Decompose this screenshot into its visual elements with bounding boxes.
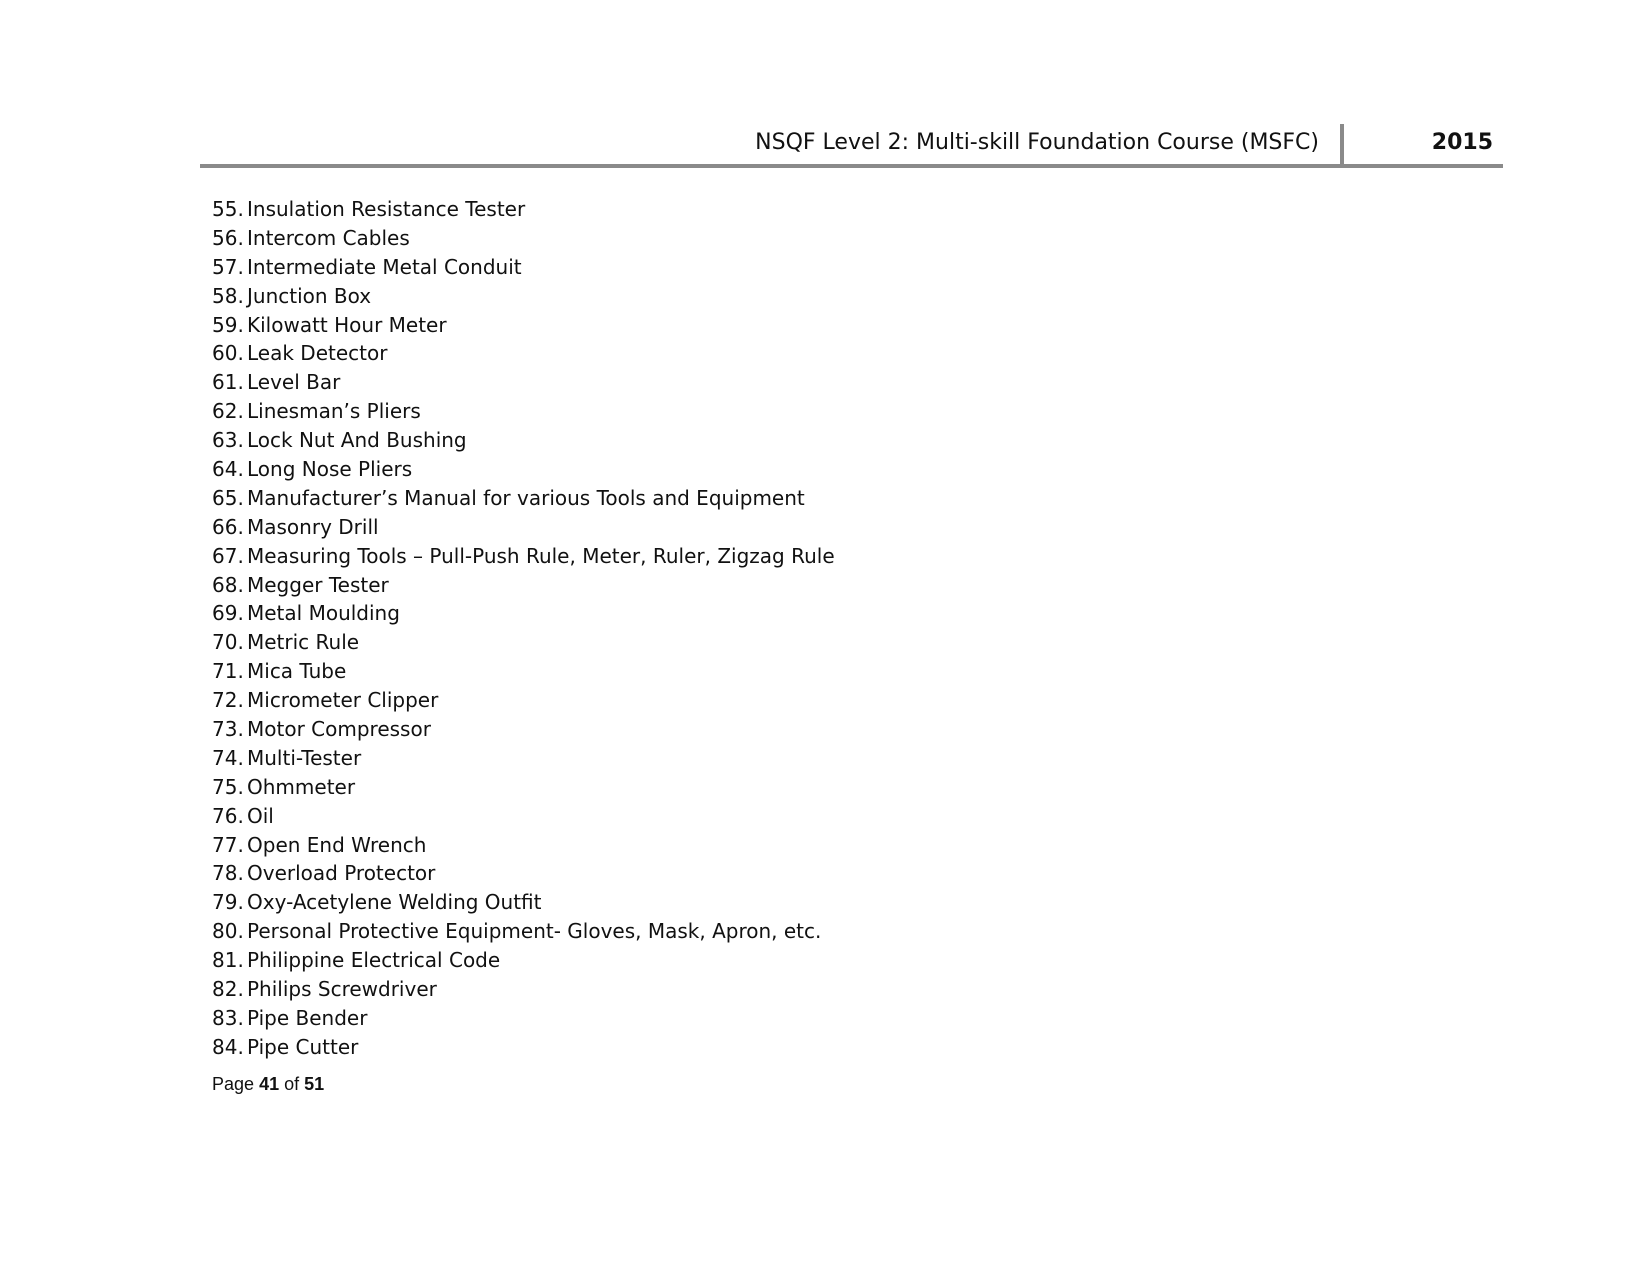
of-label: of <box>284 1074 300 1094</box>
document-title: NSQF Level 2: Multi-skill Foundation Course (MSFC) <box>755 130 1319 155</box>
document-year: 2015 <box>1431 130 1493 155</box>
list-item <box>212 686 835 715</box>
list-item-number: 77. <box>212 832 244 857</box>
list-item-number: 81. <box>212 948 244 973</box>
list-item-text: Personal Protective Equipment- Gloves, Mask, Apron, etc. <box>247 919 822 944</box>
total-page-count: 51 <box>304 1074 325 1094</box>
list-item-number: 55. <box>212 197 244 221</box>
list-item-number: 76. <box>212 803 244 828</box>
list-item-number: 79. <box>212 890 244 915</box>
list-item <box>212 628 835 657</box>
list-item-number: 57. <box>212 254 244 279</box>
list-item <box>212 802 835 831</box>
list-item <box>212 253 835 282</box>
list-item-text: Metric Rule <box>247 630 360 655</box>
list-item-number: 72. <box>212 688 244 713</box>
list-item-text: Junction Box <box>247 283 372 308</box>
list-item-text: Intercom Cables <box>247 225 410 250</box>
header-divider <box>1340 124 1344 168</box>
list-item-text: Micrometer Clipper <box>247 688 439 713</box>
list-item-text: Level Bar <box>247 370 341 395</box>
list-item <box>212 368 835 397</box>
list-item-number: 80. <box>212 919 244 944</box>
list-item-number: 75. <box>212 774 244 799</box>
list-item <box>212 859 835 888</box>
list-item-text: Philippine Electrical Code <box>247 948 501 973</box>
list-item-text: Insulation Resistance Tester <box>247 197 526 221</box>
list-item-number: 66. <box>212 514 244 539</box>
list-item-number: 65. <box>212 485 244 510</box>
list-item-number: 84. <box>212 1034 244 1059</box>
list-item <box>212 484 835 513</box>
list-item-text: Oil <box>247 803 274 828</box>
list-item <box>212 599 835 628</box>
list-item-text: Open End Wrench <box>247 832 427 857</box>
list-item-number: 82. <box>212 977 244 1002</box>
header-rule <box>200 164 1503 168</box>
list-item <box>212 946 835 975</box>
current-page-number: 41 <box>259 1074 280 1094</box>
list-item <box>212 513 835 542</box>
page-footer <box>212 1072 324 1096</box>
list-item-text: Mica Tube <box>247 659 347 684</box>
list-item-number: 62. <box>212 399 244 424</box>
list-item-text: Ohmmeter <box>247 774 356 799</box>
list-item-text: Measuring Tools – Pull-Push Rule, Meter, Ruler, Zigzag Rule <box>247 543 835 568</box>
list-item-text: Masonry Drill <box>247 514 379 539</box>
list-item-text: Metal Moulding <box>247 601 400 626</box>
list-item <box>212 224 835 253</box>
list-item-number: 59. <box>212 312 244 337</box>
list-item-text: Pipe Bender <box>247 1005 368 1030</box>
list-item-text: Lock Nut And Bushing <box>247 428 467 453</box>
list-item <box>212 744 835 773</box>
list-item <box>212 571 835 600</box>
list-item-number: 71. <box>212 659 244 684</box>
list-item <box>212 542 835 571</box>
list-item-text: Philips Screwdriver <box>247 977 437 1002</box>
list-item <box>212 1004 835 1033</box>
list-item <box>212 715 835 744</box>
list-item-text: Overload Protector <box>247 861 436 886</box>
list-item-number: 69. <box>212 601 244 626</box>
list-item <box>212 311 835 340</box>
page-label: Page <box>212 1074 255 1094</box>
list-item-number: 56. <box>212 225 244 250</box>
list-item <box>212 195 835 224</box>
list-item <box>212 773 835 802</box>
list-item <box>212 917 835 946</box>
list-item-text: Leak Detector <box>247 341 388 366</box>
list-item <box>212 657 835 686</box>
list-item <box>212 888 835 917</box>
list-item-number: 63. <box>212 428 244 453</box>
list-item-number: 58. <box>212 283 244 308</box>
list-item-text: Motor Compressor <box>247 717 431 742</box>
list-item-number: 78. <box>212 861 244 886</box>
list-item <box>212 426 835 455</box>
list-item-number: 70. <box>212 630 244 655</box>
list-item-number: 61. <box>212 370 244 395</box>
list-item <box>212 282 835 311</box>
list-item <box>212 455 835 484</box>
list-item-text: Megger Tester <box>247 572 389 597</box>
list-item <box>212 975 835 1004</box>
list-item-text: Pipe Cutter <box>247 1034 359 1059</box>
list-item-text: Linesman’s Pliers <box>247 399 421 424</box>
list-item <box>212 397 835 426</box>
list-item-number: 74. <box>212 745 244 770</box>
list-item <box>212 831 835 860</box>
list-item <box>212 1033 835 1062</box>
list-item-text: Multi-Tester <box>247 745 362 770</box>
list-item <box>212 339 835 368</box>
list-item-text: Manufacturer’s Manual for various Tools and Equipment <box>247 485 805 510</box>
list-item-number: 83. <box>212 1005 244 1030</box>
list-item-number: 68. <box>212 572 244 597</box>
list-item-text: Oxy-Acetylene Welding Outfit <box>247 890 542 915</box>
list-item-number: 67. <box>212 543 244 568</box>
list-item-text: Long Nose Pliers <box>247 457 413 482</box>
page-header <box>200 124 1503 168</box>
list-item-number: 73. <box>212 717 244 742</box>
list-item-text: Intermediate Metal Conduit <box>247 254 522 279</box>
list-item-number: 60. <box>212 341 244 366</box>
list-item-text: Kilowatt Hour Meter <box>247 312 447 337</box>
equipment-list <box>212 195 835 1062</box>
list-item-number: 64. <box>212 457 244 482</box>
